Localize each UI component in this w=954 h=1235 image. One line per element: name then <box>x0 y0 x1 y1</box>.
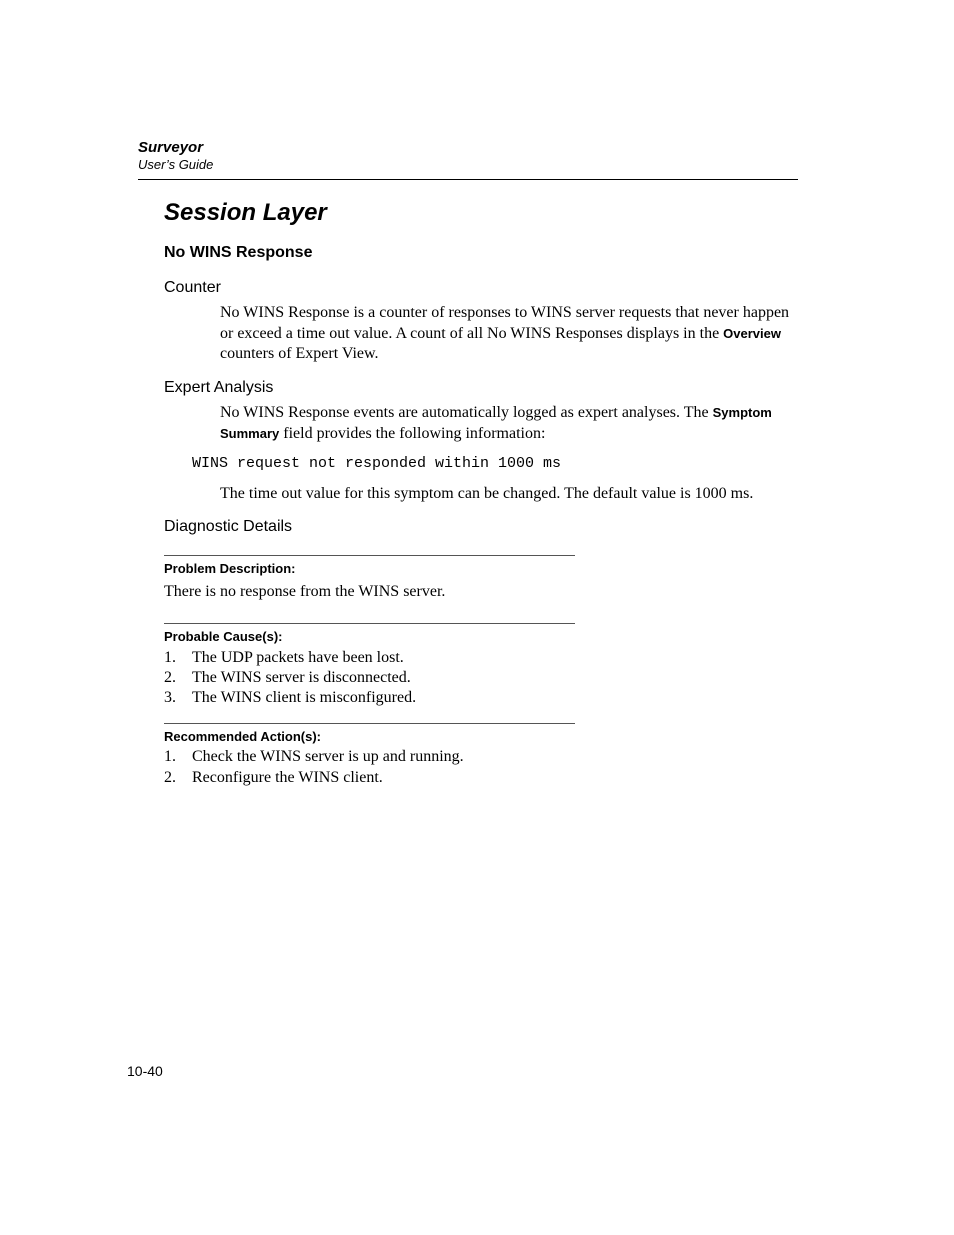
problem-divider <box>164 555 575 556</box>
header-divider <box>138 179 798 180</box>
problem-description-label: Problem Description: <box>164 561 296 576</box>
counter-text-after: counters of Expert View. <box>220 345 379 362</box>
problem-description-text: There is no response from the WINS server. <box>164 583 446 600</box>
recommended-actions-label: Recommended Action(s): <box>164 729 321 744</box>
action-item: Reconfigure the WINS client. <box>192 769 383 786</box>
cause-number: 3. <box>164 689 176 706</box>
overview-label: Overview <box>723 325 781 341</box>
diagnostic-details-heading: Diagnostic Details <box>164 518 293 535</box>
cause-item: The UDP packets have been lost. <box>192 649 404 666</box>
expert-analysis-paragraph <box>220 403 800 444</box>
cause-item: The WINS server is disconnected. <box>192 669 411 686</box>
subsection-title: No WINS Response <box>164 244 313 261</box>
probable-causes-label: Probable Cause(s): <box>164 629 283 644</box>
running-header-title: Surveyor <box>138 139 204 156</box>
cause-number: 1. <box>164 649 176 666</box>
action-item: Check the WINS server is up and running. <box>192 748 464 765</box>
page-number: 10-40 <box>127 1063 163 1079</box>
counter-text-before: No WINS Response is a counter of responses to WINS server requests that never happen or exceed a time out value. A count of all No WINS Responses displays in the <box>220 304 790 342</box>
expert-analysis-heading: Expert Analysis <box>164 379 274 396</box>
cause-divider <box>164 623 575 624</box>
expert-text-after: field provides the following information: <box>279 424 546 442</box>
cause-item: The WINS client is misconfigured. <box>192 689 417 706</box>
action-divider <box>164 723 575 724</box>
counter-heading: Counter <box>164 279 221 296</box>
section-title: Session Layer <box>164 199 327 226</box>
action-number: 1. <box>164 748 176 765</box>
running-header-subtitle: User’s Guide <box>138 157 214 172</box>
expert-text-before: No WINS Response events are automatically logged as expert analyses. The <box>220 404 713 421</box>
symptom-summary-label: Symptom Summary <box>220 405 772 441</box>
action-number: 2. <box>164 769 176 786</box>
symptom-code-line: WINS request not responded within 1000 ms <box>192 455 562 472</box>
cause-number: 2. <box>164 669 176 686</box>
counter-paragraph <box>220 303 800 365</box>
timeout-note: The time out value for this symptom can be changed. The default value is 1000 ms. <box>220 485 754 502</box>
